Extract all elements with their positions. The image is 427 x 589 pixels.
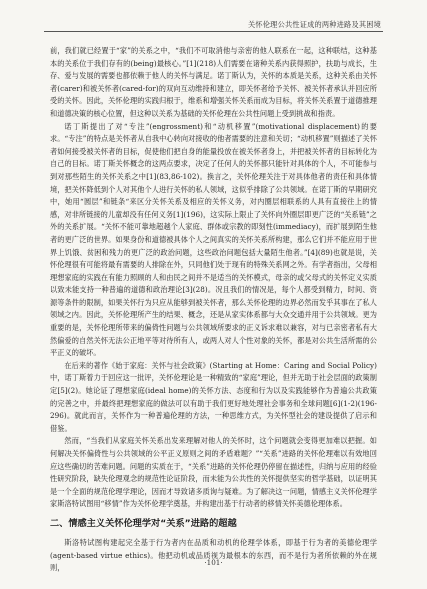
paragraph-2: 诺丁斯提出了对“专注”(engrossment)和“动机移置”(motivational displacement)的要求。“专注”的特点是关怀者从自我中心转向对接收的他者需要的注意和关切；“动机移置”则描述了关怀者如何接受被关怀者的目标，促使他们把自身的能量投放在被关怀者身上，并把被关怀者的目标转化为自己的目标。诺丁斯关怀概念的这两点要求，决定了任何人的关怀都只能针对具体的个人，不可能参与到对那些陌生的关怀关系之中[1](83,86-102)。换言之，关怀伦理关注于对具体他者的责任和具体情境，把关怀降低到个人对其他个人进行关怀的私人领域，这似乎排除了公共领域。在诺丁斯的早期研究中，她用“圆层”和链条“来区分关怀关系及相应的关怀义务，对内圈层相联系的人具有直接往上的情感，对非所链接的儿童却没有任何义务[1](196)，这实际上限止了关怀向外圈层即更广泛的“关系链”之外的关系扩展。“关怀不能可靠地超越个人家庭、群体或宗教的即刻性(immediacy)，而扩展到陌生他者的更广泛的世界。如果身份和道德被具体个人之间真实的关怀关系所构建，那么它们并不能应用于世界上饥饿、贫困和残力的更广泛的政治问题，这些政治问题包括大量陌生他者。”[4](89)也就是说，关怀伦理很有可能将最有需要的人排除在外，只同他们处于现有的特殊关系网之外。有学者指出，父母相理想家庭的实践在有能力照顾的人和由民之间并不是适当的关怀模式，母亲的或父母式的关怀定义实质以致未能支持一种普遍的道德和政治理论[3](28)。况且我们的情况是，每个人都受到精力，时间、资源等条件的限制，如果关怀行为只应从能够到被关怀者，那么关怀伦理的边界必然而发乎其事在了私人领域之内。因此，关怀伦理所产生的结果、概念，还是从家实体系都与大众交通并用于公共领域。更为重要的是，关怀伦理所带来的偏倚性问题与公共领域所要求的正义诉求难以兼容，对与已亲密者私有大然偏爱的自然关怀无法公正地平等对待所有人，或两人对人个性对象的关怀，都是对公共生活所需的公平正义的破坏。: [50, 121, 377, 358]
page-number: ·101·: [204, 558, 223, 567]
paragraph-5: 斯洛特试图构建起完全基于行为者内在品质和动机的伦理学体系，即基于行为者的美德伦理学(agent-based virtue ethics)。他把动机或品质视为最根本的东西，而不是行为者所依赖的外在规则，: [50, 537, 377, 573]
running-head: 关怀伦理公共性证成的两种进路及其困境: [248, 20, 381, 29]
section-heading: 二、情感主义关怀伦理学对“关系”进路的超越: [50, 517, 237, 529]
paragraph-1: 前，我们就已经置于“家”的关系之中，“我们不可取消他与亲密的他人联系在一起，这种联结，这种基本的关系位于我们存有的(being)最核心。”[1](218)人们需要在诸种关系内获得照护，扶助与成长，生存、爱与发展的需要也都依赖于他人的关怀与满足。诺丁斯认为，关怀的本质是关系，这种关系由关怀者(carer)和被关怀者(cared-for)的双向互动维持和建立，即关怀者给予关怀、被关怀者承认并回应所受的关怀。因此，关怀伦理的实践归根于，维系和增强关怀关系而成为目标，将关怀关系置于道德推理和道德决策的核心位置，但这种以关系为基础的关怀伦理在公共性问题上受到挑战和指责。: [50, 46, 377, 118]
header-rule: [44, 31, 383, 32]
paragraph-4: 然而，“当我们从家庭关怀关系出发来理解对他人的关怀时，这个问题就会变得更加难以把握。如何解决关怀偏倚性与公共领域的公平正义原则之间的矛盾难题？”“关系”进路的关怀伦理难以有效地回应这些确切的苦难问题。问题的实质在于，“关系”进路的关怀伦理仍停留在描述性，归纳与应用的经验性研究阶段，缺失伦理观念的规范性论证阶段，而未能为公共性的关怀提供坚实的哲学基础，以证明其是一个全面的规范伦理学理论，因而才导致诸多质询与疑难。为了解决这一问题，情感主义关怀伦理学家斯洛特试图用“移情”作为关怀伦理学奠基，并构建出基于行动者的移情关怀美德伦理体系。: [50, 436, 377, 509]
paragraph-3: 在后来的著作《始于家庭：关怀与社会政策》(Starting at Home：Caring and Social Policy)中，诺丁斯着力于回应这一批评，关怀伦理论是一种精致的“家庭”理论，但并无助于社会层面的政策制定[5](2)。她论证了理想家庭(ideal home)的关怀方法、态度和行为以及实践能够作为普遍公共政策的完善之中，并最终把理想家庭的做法可以有助于我们更好地处理社会事务和全球问题[6](1-2)(196-296)。就此而言，关怀作为一种普遍伦理的方法，一种思维方式，为关怀型社会的建设提供了启示和借鉴。: [50, 360, 377, 433]
article-body: [50, 45, 377, 575]
